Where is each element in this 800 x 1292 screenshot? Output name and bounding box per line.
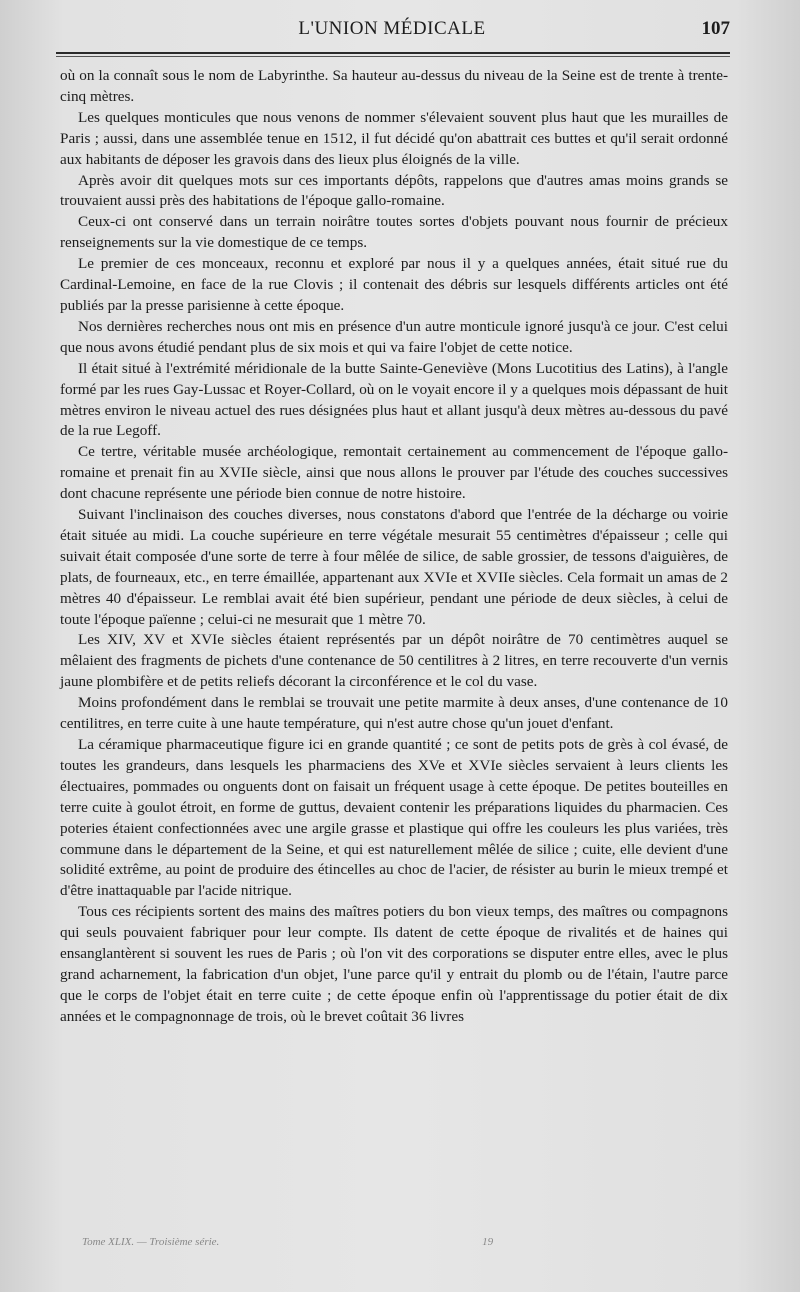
page-header — [54, 18, 730, 50]
body-text — [60, 66, 728, 1028]
paragraph: Les quelques monticules que nous venons de nommer s'élevaient souvent plus haut que les murailles de Paris ; aussi, dans une assemblée tenue en 1512, il fut décidé qu'on abattrait ces buttes et qu'il serait ordonné aux habitants de déposer les gravois dans des lieux plus éloignés de la ville. — [60, 108, 728, 168]
paragraph: Suivant l'inclinaison des couches diverses, nous constatons d'abord que l'entrée de la décharge ou voirie était située au midi. La couche supérieure en terre végétale mesurait 55 centimètres d'épaisseur ; celle qui suivait était composée d'une sorte de terre à four mêlée de silice, de sable grossier, de tessons d'aiguières, de plats, de fourneaux, etc., en terre émaillée, appartenant aux XVIe et XVIIe siècles. Cela formait un amas de 2 mètres 40 d'épaisseur. Le remblai avait été bien supérieur, pendant une période de deux siècles, à celui de toute l'époque païenne ; celui-ci ne mesurait que 1 mètre 70. — [60, 506, 728, 628]
paragraph: Ceux-ci ont conservé dans un terrain noirâtre toutes sortes d'objets pouvant nous fournir de précieux renseignements sur la vie domestique de ce temps. — [60, 213, 728, 252]
paragraph: Après avoir dit quelques mots sur ces importants dépôts, rappelons que d'autres amas moins grands se trouvaient aussi près des habitations de l'époque gallo-romaine. — [60, 171, 728, 210]
volume-line: Tome XLIX. — Troisième série. — [82, 1236, 220, 1248]
header-rule — [56, 52, 730, 54]
paragraph: La céramique pharmaceutique figure ici en grande quantité ; ce sont de petits pots de grès à col évasé, de toutes les grandeurs, dans lesquels les pharmaciens des XVe et XVIe siècles servaient à leurs clients les électuaires, pommades ou onguents dont on faisait un fréquent usage à cette époque. De petites bouteilles en terre cuite à goulot étroit, en forme de guttus, devaient contenir les préparations liquides du pharmacien. Ces poteries étaient confectionnées avec une argile grasse et plastique qui offre les couleurs les plus variées, très commune dans le département de la Seine, et qui est naturellement mêlée de silice ; cuite, elle devient d'une solidité extrême, au point de produire des étincelles au choc de l'acier, de résister au burin le mieux trempé et d'être inattaquable par l'acide nitrique. — [60, 736, 728, 900]
paragraph: Nos dernières recherches nous ont mis en présence d'un autre monticule ignoré jusqu'à ce jour. C'est celui que nous avons étudié pendant plus de six mois et qui va faire l'objet de cette notice. — [60, 317, 728, 356]
paragraph: Il était situé à l'extrémité méridionale de la butte Sainte-Geneviève (Mons Lucotitius des Latins), à l'angle formé par les rues Gay-Lussac et Royer-Collard, où on le voyait encore il y a quelques mois dépassant de huit mètres environ le niveau actuel des rues désignées plus haut et allant jusqu'à deux mètres au-dessous du pavé de la rue Legoff. — [60, 359, 728, 440]
header-rule-thin — [56, 56, 730, 57]
running-title: L'UNION MÉDICALE — [298, 18, 486, 39]
paragraph: Ce tertre, véritable musée archéologique, remontait certainement au commencement de l'époque gallo-romaine et prenait fin au XVIIe siècle, ainsi que nous allons le prouver par l'étude des couches successives dont chacune représente une période bien connue de notre histoire. — [60, 443, 728, 503]
page-number: 107 — [701, 18, 730, 39]
paragraph: où on la connaît sous le nom de Labyrinthe. Sa hauteur au-dessus du niveau de la Seine est de trente à trente-cinq mètres. — [60, 67, 728, 105]
paragraph: Le premier de ces monceaux, reconnu et exploré par nous il y a quelques années, était situé rue du Cardinal-Lemoine, en face de la rue Clovis ; il contenait des débris sur lesquels différents articles ont été publiés par la presse parisienne à cette époque. — [60, 255, 728, 314]
paragraph: Moins profondément dans le remblai se trouvait une petite marmite à deux anses, d'une contenance de 10 centilitres, en terre cuite à une haute température, qui n'est autre chose qu'un jouet d'enfant. — [60, 694, 728, 733]
paragraph: Les XIV, XV et XVIe siècles étaient représentés par un dépôt noirâtre de 70 centimètres auquel se mêlaient des fragments de pichets d'une contenance de 50 centilitres à 2 litres, en terre recouverte d'un vernis jaune plombifère et de petits reliefs décorant la circonférence et le col du vase. — [60, 631, 728, 691]
page-footer — [82, 1236, 493, 1248]
paragraph: Tous ces récipients sortent des mains des maîtres potiers du bon vieux temps, des maîtres ou compagnons qui seuls pouvaient fabriquer pour leur compte. Ils datent de cette époque de rivalités et de haines qui ensanglantèrent si souvent les rues de Paris ; où l'on vit des corporations se disputer entre elles, avec le plus grand acharnement, la fabrication d'un objet, l'une parce qu'il y entrait du plomb ou de l'étain, l'autre parce que le corps de l'objet était en terre cuite ; de cette époque enfin où l'apprentissage du potier était de dix années et le compagnonnage de trois, où le brevet coûtait 36 livres — [60, 903, 728, 1025]
sheet-number: 19 — [482, 1236, 494, 1248]
